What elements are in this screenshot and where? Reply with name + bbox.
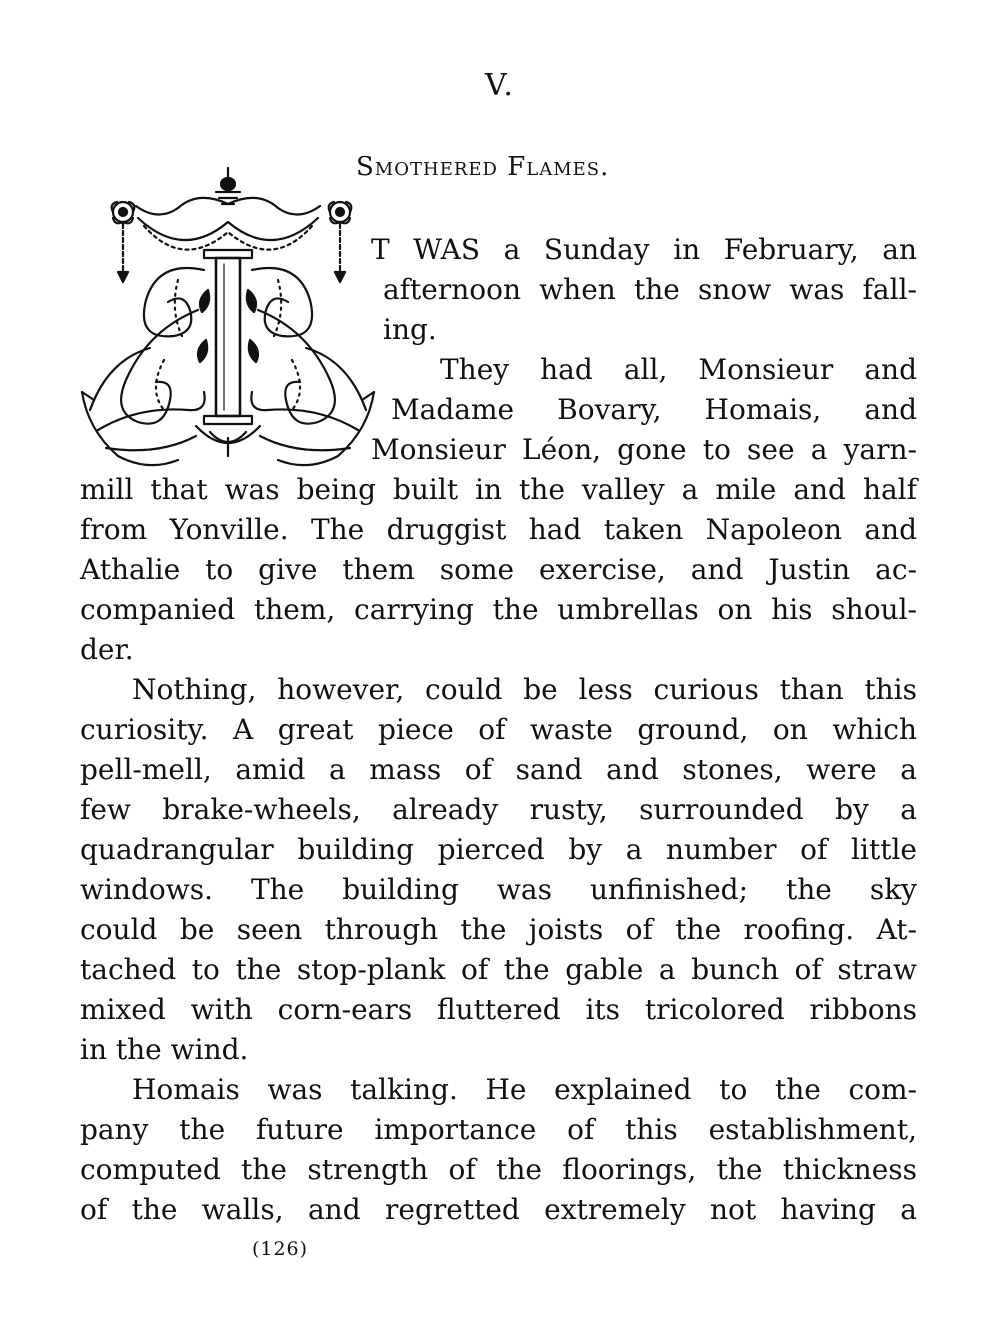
chapter-title: Smothered Flames.	[356, 152, 610, 182]
text-line: computed the strength of the floorings, the thickness	[80, 1153, 917, 1186]
text-line: Madame Bovary, Homais, and	[391, 393, 917, 426]
text-line: of the walls, and regretted extremely not having a	[80, 1193, 917, 1226]
page-number: (126)	[251, 1238, 309, 1260]
text-line: tached to the stop-plank of the gable a bunch of straw	[80, 953, 917, 986]
text-line: mill that was being built in the valley a mile and half	[80, 473, 917, 506]
text-line: pell-mell, amid a mass of sand and stones, were a	[80, 753, 917, 786]
text-line: afternoon when the snow was fall-	[383, 273, 917, 306]
chapter-numeral: V.	[485, 68, 515, 103]
text-line: T WAS a Sunday in February, an	[371, 233, 917, 266]
text-line: few brake-wheels, already rusty, surrounded by a	[80, 793, 917, 826]
text-line: from Yonville. The druggist had taken Napoleon and	[80, 513, 917, 546]
text-line: ing.	[383, 313, 437, 346]
text-line: Athalie to give them some exercise, and Justin ac-	[80, 553, 917, 586]
text-line: pany the future importance of this establishment,	[80, 1113, 917, 1146]
text-line: curiosity. A great piece of waste ground, on which	[80, 713, 917, 746]
text-line: They had all, Monsieur and	[440, 353, 917, 386]
text-line: Monsieur Léon, gone to see a yarn-	[371, 433, 917, 466]
text-line: in the wind.	[80, 1033, 249, 1066]
text-line: Nothing, however, could be less curious than this	[132, 673, 917, 706]
text-line: could be seen through the joists of the roofing. At-	[80, 913, 917, 946]
text-line: quadrangular building pierced by a number of little	[80, 833, 917, 866]
text-line: der.	[80, 633, 134, 666]
text-line: Homais was talking. He explained to the com-	[132, 1073, 917, 1106]
ornamental-drop-cap-icon	[78, 160, 378, 475]
text-line: windows. The building was unfinished; the sky	[80, 873, 917, 906]
text-line: companied them, carrying the umbrellas on his shoul-	[80, 593, 917, 626]
text-line: mixed with corn-ears fluttered its tricolored ribbons	[80, 993, 917, 1026]
